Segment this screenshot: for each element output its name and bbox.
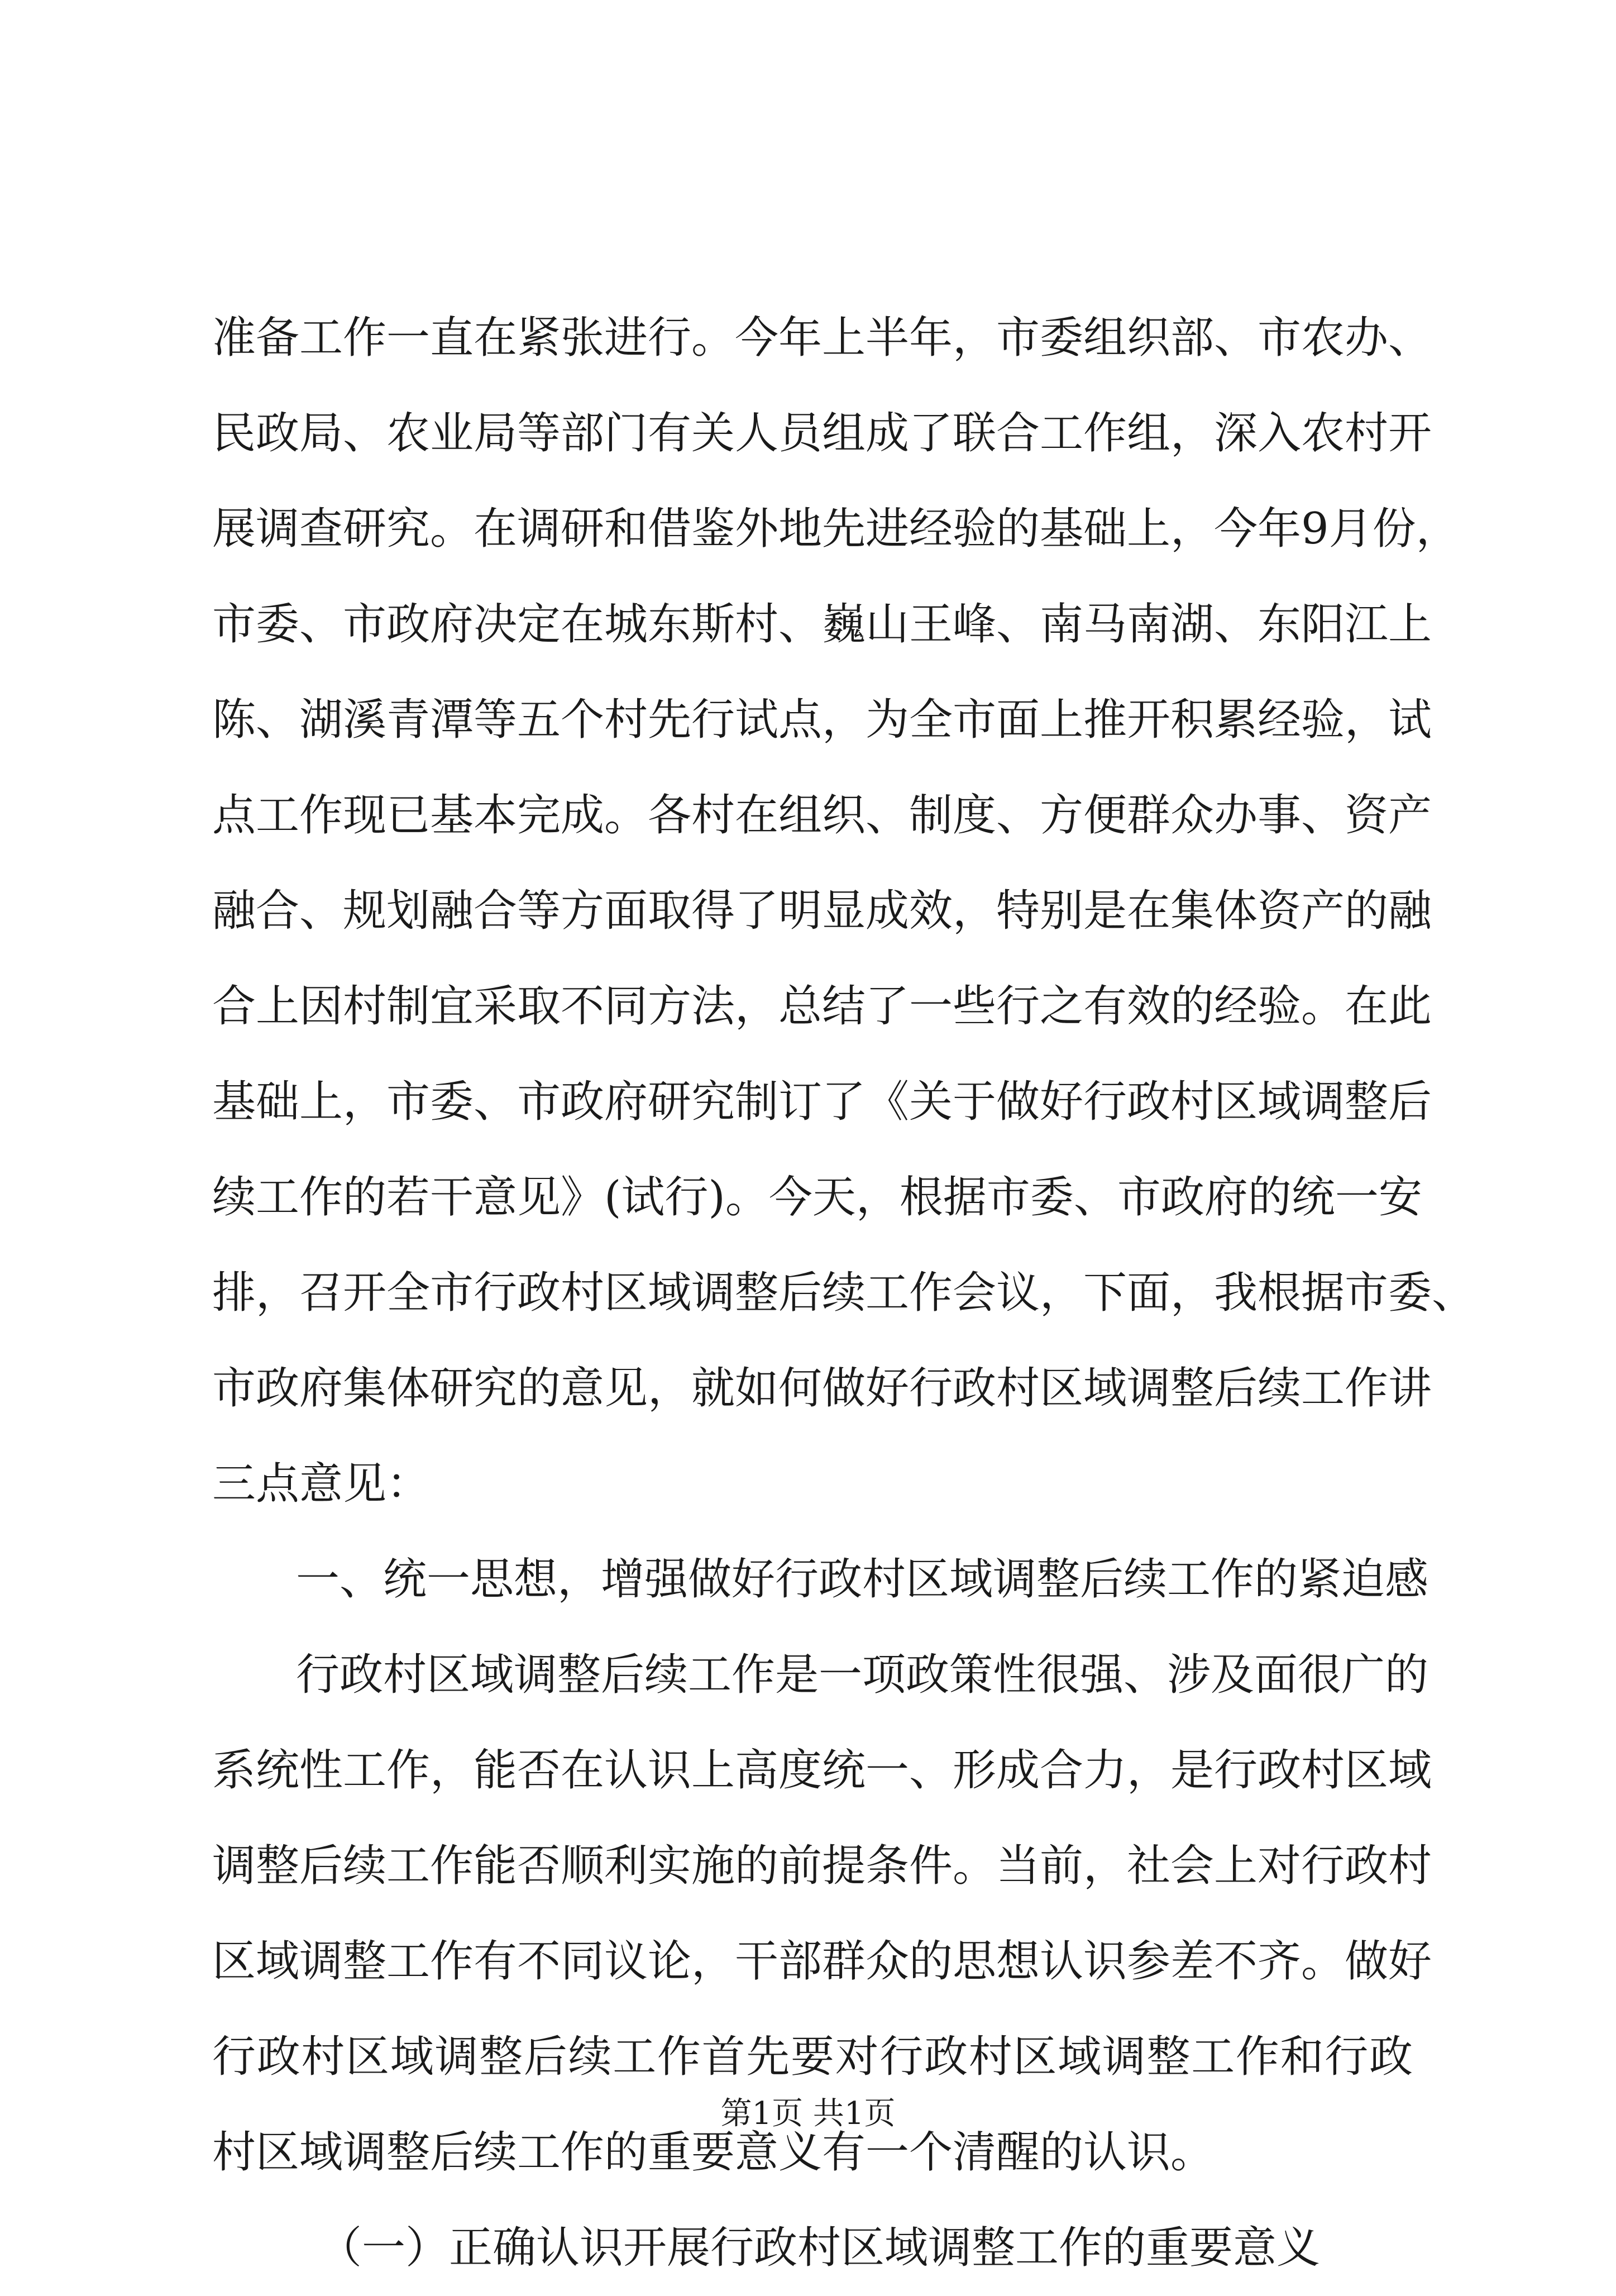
paragraph-line: 市政府集体研究的意见，就如何做好行政村区域调整后续工作讲 — [212, 1363, 1432, 1414]
paragraph-line: 三点意见： — [212, 1459, 431, 1509]
paragraph-line: 点工作现已基本完成。各村在组织、制度、方便群众办事、资产 — [212, 790, 1432, 841]
paragraph-line: 民政局、农业局等部门有关人员组成了联合工作组，深入农村开 — [212, 408, 1432, 459]
subsection-heading: （一）正确认识开展行政村区域调整工作的重要意义 — [318, 2223, 1321, 2273]
paragraph-line: 续工作的若干意见》(试行)。今天，根据市委、市政府的统一安 — [212, 1172, 1422, 1223]
paragraph-line: 市委、市政府决定在城东斯村、巍山王峰、南马南湖、东阳江上 — [212, 599, 1432, 650]
paragraph-line: 排，召开全市行政村区域调整后续工作会议，下面，我根据市委、 — [212, 1268, 1476, 1318]
paragraph-line: 合上因村制宜采取不同方法，总结了一些行之有效的经验。在此 — [212, 981, 1432, 1032]
section-paragraph-line: 区域调整工作有不同议论，干部群众的思想认识参差不齐。做好 — [212, 1936, 1432, 1987]
section-paragraph-line: 行政村区域调整后续工作是一项政策性很强、涉及面很广的 — [296, 1650, 1429, 1700]
section-paragraph-line: 行政村区域调整后续工作首先要对行政村区域调整工作和行政 — [212, 2032, 1413, 2082]
paragraph-line: 展调查研究。在调研和借鉴外地先进经验的基础上，今年9月份， — [212, 504, 1460, 554]
section-heading: 一、统一思想，增强做好行政村区域调整后续工作的紧迫感 — [296, 1554, 1429, 1605]
paragraph-line: 基础上，市委、市政府研究制订了《关于做好行政村区域调整后 — [212, 1077, 1432, 1127]
paragraph-line: 陈、湖溪青潭等五个村先行试点，为全市面上推开积累经验，试 — [212, 695, 1432, 745]
section-paragraph-line: 调整后续工作能否顺利实施的前提条件。当前，社会上对行政村 — [212, 1841, 1432, 1891]
section-paragraph-line: 村区域调整后续工作的重要意义有一个清醒的认识。 — [212, 2127, 1215, 2178]
paragraph-line: 融合、规划融合等方面取得了明显成效，特别是在集体资产的融 — [212, 886, 1432, 936]
section-paragraph-line: 系统性工作，能否在认识上高度统一、形成合力，是行政村区域 — [212, 1745, 1432, 1796]
paragraph-line: 准备工作一直在紧张进行。今年上半年，市委组织部、市农办、 — [212, 313, 1432, 363]
document-body — [212, 290, 1476, 2296]
page-number-footer: 第1页 共1页 — [720, 2095, 896, 2132]
